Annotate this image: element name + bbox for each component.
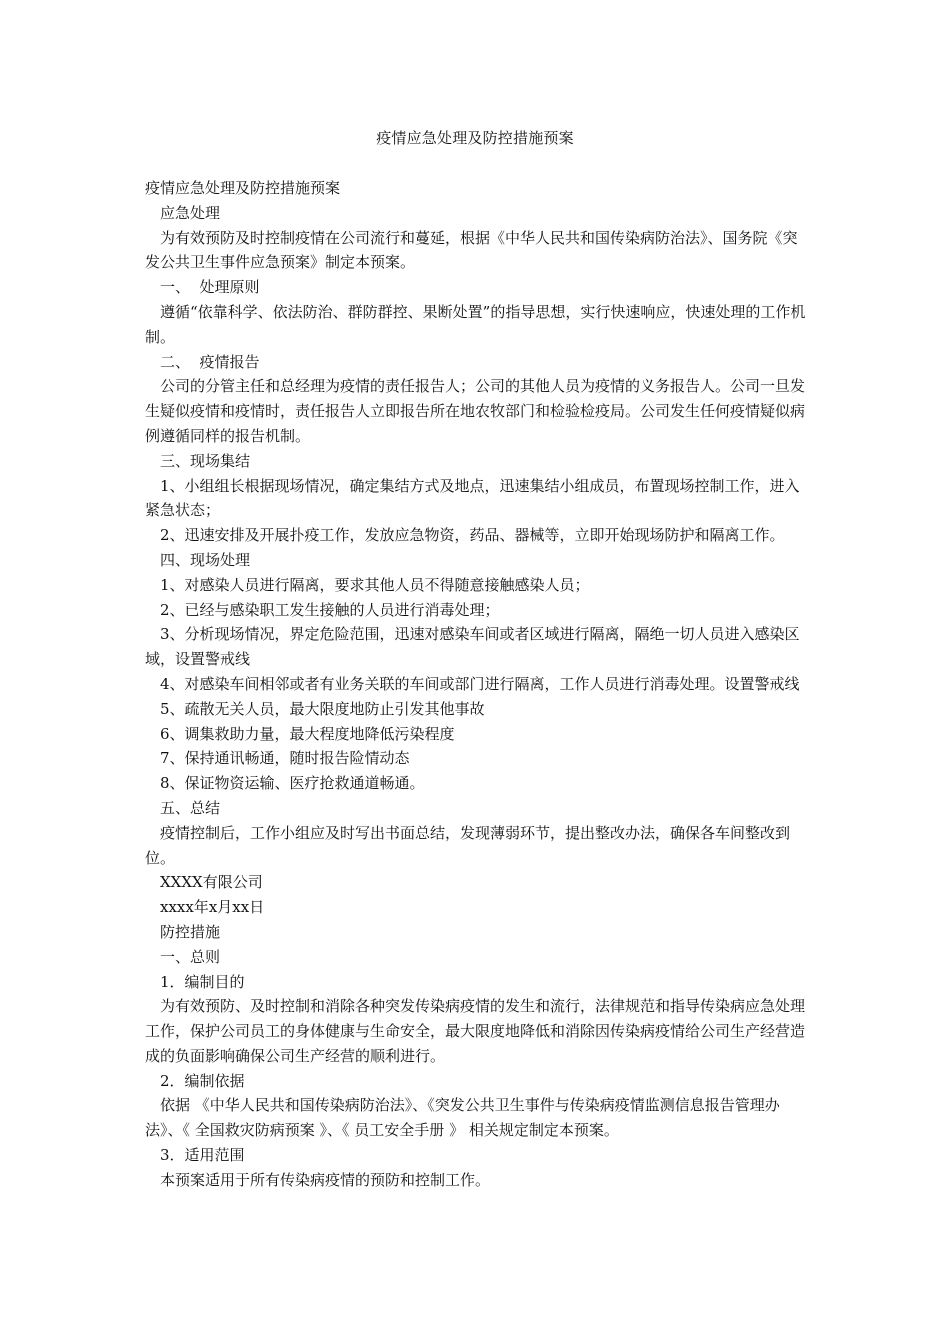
paragraph: 6、调集救助力量，最大程度地降低污染程度 — [160, 724, 455, 743]
paragraph: 2、迅速安排及开展扑疫工作，发放应急物资，药品、器械等，立即开始现场防护和隔离工作。 — [160, 526, 785, 545]
paragraph: 一、 处理原则 — [160, 278, 260, 297]
paragraph: 防控措施 — [160, 922, 221, 941]
paragraph: 为有效预防及时控制疫情在公司流行和蔓延，根据《中华人民共和国传染病防治法》、国务院《突发公共卫生事件应急预案》制定本预案。 — [145, 228, 798, 272]
paragraph: 3．适用范围 — [160, 1146, 245, 1165]
paragraph: 三、现场集结 — [160, 451, 251, 470]
paragraph: 4、对感染车间相邻或者有业务关联的车间或部门进行隔离，工作人员进行消毒处理。设置警戒线 — [160, 674, 800, 693]
document-body — [145, 176, 810, 1193]
paragraph: 5、疏散无关人员，最大限度地防止引发其他事故 — [160, 699, 485, 718]
paragraph: 7、保持通讯畅通，随时报告险情动态 — [160, 749, 410, 768]
paragraph: 本预案适用于所有传染病疫情的预防和控制工作。 — [160, 1170, 491, 1189]
document-title: 疫情应急处理及防控措施预案 — [376, 129, 574, 147]
paragraph: 为有效预防、及时控制和消除各种突发传染病疫情的发生和流行，法律规范和指导传染病应急处理工作，保护公司员工的身体健康与生命安全，最大限度地降低和消除因传染病疫情给公司生产经营造成的负面影响确保公司生产经营的顺利进行。 — [145, 997, 806, 1065]
paragraph: 1．编制目的 — [160, 972, 245, 991]
paragraph: 1、对感染人员进行隔离，要求其他人员不得随意接触感染人员； — [160, 575, 590, 594]
paragraph: 2、已经与感染职工发生接触的人员进行消毒处理； — [160, 600, 500, 619]
paragraph: 应急处理 — [160, 203, 221, 222]
paragraph: 依据 《中华人民共和国传染病防治法》、《突发公共卫生事件与传染病疫情监测信息报告管理办法》、《 全国救灾防病预案 》、《 员工安全手册 》 相关规定制定本预案。 — [145, 1096, 780, 1140]
paragraph: 3、分析现场情况，界定危险范围，迅速对感染车间或者区域进行隔离，隔绝一切人员进入感染区域，设置警戒线 — [145, 625, 800, 669]
paragraph: 二、 疫情报告 — [160, 352, 260, 371]
paragraph: XXXX有限公司 — [160, 873, 263, 892]
paragraph: 疫情控制后，工作小组应及时写出书面总结，发现薄弱环节，提出整改办法，确保各车间整改到位。 — [145, 823, 791, 867]
paragraph: 疫情应急处理及防控措施预案 — [145, 179, 341, 197]
paragraph: 遵循“依靠科学、依法防治、群防群控、果断处置”的指导思想，实行快速响应，快速处理的工作机制。 — [145, 302, 806, 346]
paragraph: 2．编制依据 — [160, 1071, 245, 1090]
paragraph: 公司的分管主任和总经理为疫情的责任报告人；公司的其他人员为疫情的义务报告人。公司一旦发生疑似疫情和疫情时，责任报告人立即报告所在地农牧部门和检验检疫局。公司发生任何疫情疑似病例遵循同样的报告机制。 — [145, 377, 806, 445]
paragraph: 1、小组组长根据现场情况，确定集结方式及地点，迅速集结小组成员，布置现场控制工作，进入紧急状态； — [145, 476, 800, 520]
paragraph: 8、保证物资运输、医疗抢救通道畅通。 — [160, 774, 425, 793]
paragraph: 五、总结 — [160, 798, 221, 817]
paragraph: 四、现场处理 — [160, 550, 251, 569]
paragraph: 一、总则 — [160, 947, 221, 966]
paragraph: xxxx年x月xx日 — [160, 898, 265, 917]
